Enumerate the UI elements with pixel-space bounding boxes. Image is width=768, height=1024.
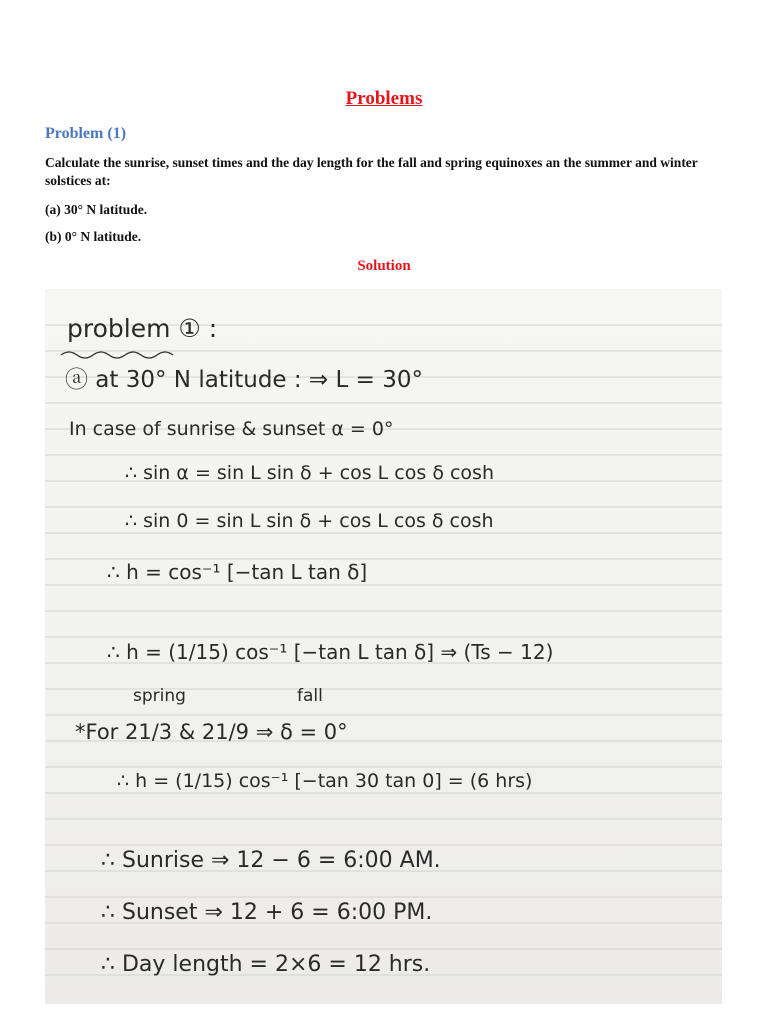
note-line-5: ∴ sin 0 = sin L sin δ + cos L cos δ cosh [125,510,494,532]
note-line-9: *For 21/3 & 21/9 ⇒ δ = 0° [75,720,348,744]
note-line-7: ∴ h = (1/15) cos⁻¹ [−tan L tan δ] ⇒ (Ts − 12) [107,640,554,664]
problem-statement: Calculate the sunrise, sunset times and the day length for the fall and spring equinoxes an the summer and winter solstices at: [45,155,698,188]
note-label-spring: spring [133,686,186,706]
note-line-10: ∴ h = (1/15) cos⁻¹ [−tan 30 tan 0] = (6 hrs) [117,770,533,792]
underline-squiggle [61,352,173,358]
note-line-6: ∴ h = cos⁻¹ [−tan L tan δ] [107,560,368,584]
note-line-12: ∴ Sunset ⇒ 12 + 6 = 6:00 PM. [101,900,433,925]
note-line-11: ∴ Sunrise ⇒ 12 − 6 = 6:00 AM. [101,848,441,873]
note-line-3: In case of sunrise & sunset α = 0° [69,418,394,440]
note-line-4: ∴ sin α = sin L sin δ + cos L cos δ cosh [125,462,494,484]
part-a: (a) 30° N latitude. [45,202,148,217]
note-line-2: ⓐ at 30° N latitude : ⇒ L = 30° [65,367,423,393]
notebook-page [45,289,722,1004]
handwritten-solution-photo [45,289,722,1004]
note-label-fall: fall [297,686,323,706]
part-b: (b) 0° N latitude. [45,229,142,244]
problem-heading: Problem (1) [45,125,127,142]
solution-label: Solution [357,258,411,274]
note-line-1: problem ① : [67,314,218,343]
page-title: Problems [345,88,423,109]
note-line-13: ∴ Day length = 2×6 = 12 hrs. [101,952,431,977]
